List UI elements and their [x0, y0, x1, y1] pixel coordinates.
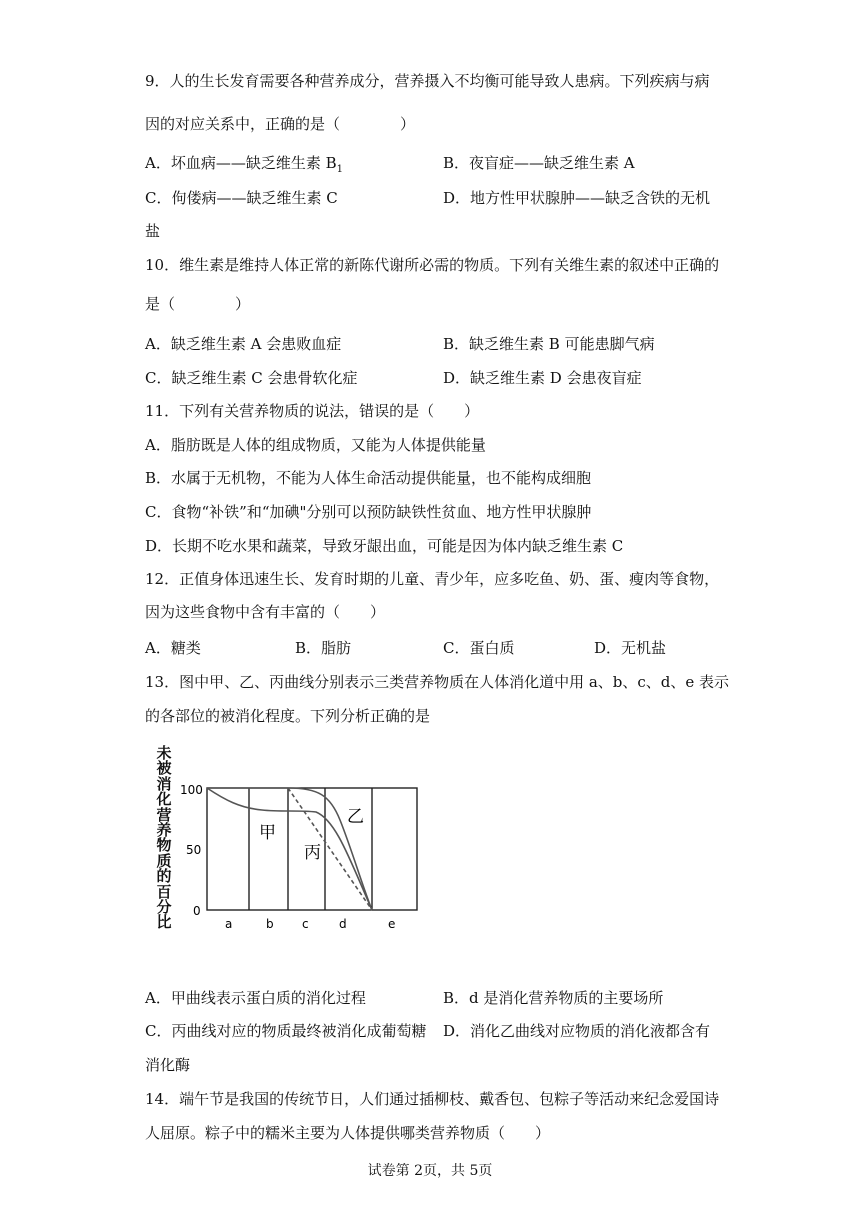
q13-option-c: C．丙曲线对应的物质最终被消化成葡萄糖 [145, 1022, 427, 1040]
q13-option-d-line2: 消化酶 [145, 1056, 191, 1074]
q9-stem-line2: 因的对应关系中，正确的是（ ） [145, 115, 416, 133]
q9-option-c: C．佝偻病——缺乏维生素 C [145, 189, 338, 207]
y-tick-50: 50 [186, 843, 202, 857]
q12-stem-line1: 12．正值身体迅速生长、发育时期的儿童、青少年，应多吃鱼、奶、蛋、瘦肉等食物， [145, 570, 720, 588]
q13-stem-line1: 13．图中甲、乙、丙曲线分别表示三类营养物质在人体消化道中用 a、b、c、d、e 表示 [145, 673, 730, 691]
y-tick-100: 100 [180, 783, 203, 797]
section-label-d: d [339, 917, 347, 931]
curve-label-jia: 甲 [259, 823, 276, 843]
q11-option-b: B．水属于无机物，不能为人体生命活动提供能量，也不能构成细胞 [145, 469, 592, 487]
q12-option-c: C．蛋白质 [443, 639, 515, 657]
q12-option-b: B．脂肪 [295, 639, 352, 657]
curve-label-bing: 丙 [304, 843, 321, 863]
section-label-b: b [266, 917, 274, 931]
chart-y-axis-label: 未被消化营养物质的百分比 [156, 744, 172, 932]
q9-option-a-text: A．坏血病——缺乏维生素 B [145, 154, 337, 172]
q9-option-d-line1: D．地方性甲状腺肿——缺乏含铁的无机 [443, 189, 711, 207]
q9-stem-line1: 9．人的生长发育需要各种营养成分，营养摄入不均衡可能导致人患病。下列疾病与病 [145, 72, 710, 90]
q12-option-a: A．糖类 [145, 639, 201, 657]
q10-option-a: A．缺乏维生素 A 会患败血症 [145, 335, 342, 353]
curve-label-yi: 乙 [347, 807, 364, 827]
q13-option-d-line1: D．消化乙曲线对应物质的消化液都含有 [443, 1022, 711, 1040]
q11-stem: 11．下列有关营养物质的说法，错误的是（ ） [145, 402, 480, 420]
q12-option-d: D．无机盐 [594, 639, 667, 657]
y-tick-0: 0 [193, 904, 201, 918]
q13-option-a: A．甲曲线表示蛋白质的消化过程 [145, 989, 366, 1007]
q14-stem-line2: 人屈原。粽子中的糯米主要为人体提供哪类营养物质（ ） [145, 1124, 551, 1142]
q10-stem-line1: 10．维生素是维持人体正常的新陈代谢所必需的物质。下列有关维生素的叙述中正确的 [145, 256, 720, 274]
section-label-e: e [388, 917, 396, 931]
q13-stem-line2: 的各部位的被消化程度。下列分析正确的是 [145, 707, 431, 725]
q10-option-c: C．缺乏维生素 C 会患骨软化症 [145, 369, 358, 387]
section-label-a: a [225, 917, 233, 931]
q11-option-c: C．食物“补铁”和“加碘"分别可以预防缺铁性贫血、地方性甲状腺肿 [145, 503, 592, 521]
q9-option-b: B．夜盲症——缺乏维生素 A [443, 154, 635, 172]
q12-stem-line2: 因为这些食物中含有丰富的（ ） [145, 603, 386, 621]
q10-option-b: B．缺乏维生素 B 可能患脚气病 [443, 335, 655, 353]
page-footer: 试卷第 2页，共 5页 [367, 1163, 493, 1179]
section-label-c: c [302, 917, 309, 931]
q9-option-d-line2: 盐 [145, 222, 161, 240]
q13-option-b: B．d 是消化营养物质的主要场所 [443, 989, 664, 1007]
q14-stem-line1: 14．端午节是我国的传统节日，人们通过插柳枝、戴香包、包粽子等活动来纪念爱国诗 [145, 1090, 720, 1108]
q10-stem-line2: 是（ ） [145, 295, 251, 313]
q10-option-d: D．缺乏维生素 D 会患夜盲症 [443, 369, 642, 387]
q11-option-a: A．脂肪既是人体的组成物质，又能为人体提供能量 [145, 436, 486, 454]
q11-option-d: D．长期不吃水果和蔬菜，导致牙龈出血，可能是因为体内缺乏维生素 C [145, 537, 624, 555]
q9-option-a-subscript: 1 [336, 164, 343, 175]
